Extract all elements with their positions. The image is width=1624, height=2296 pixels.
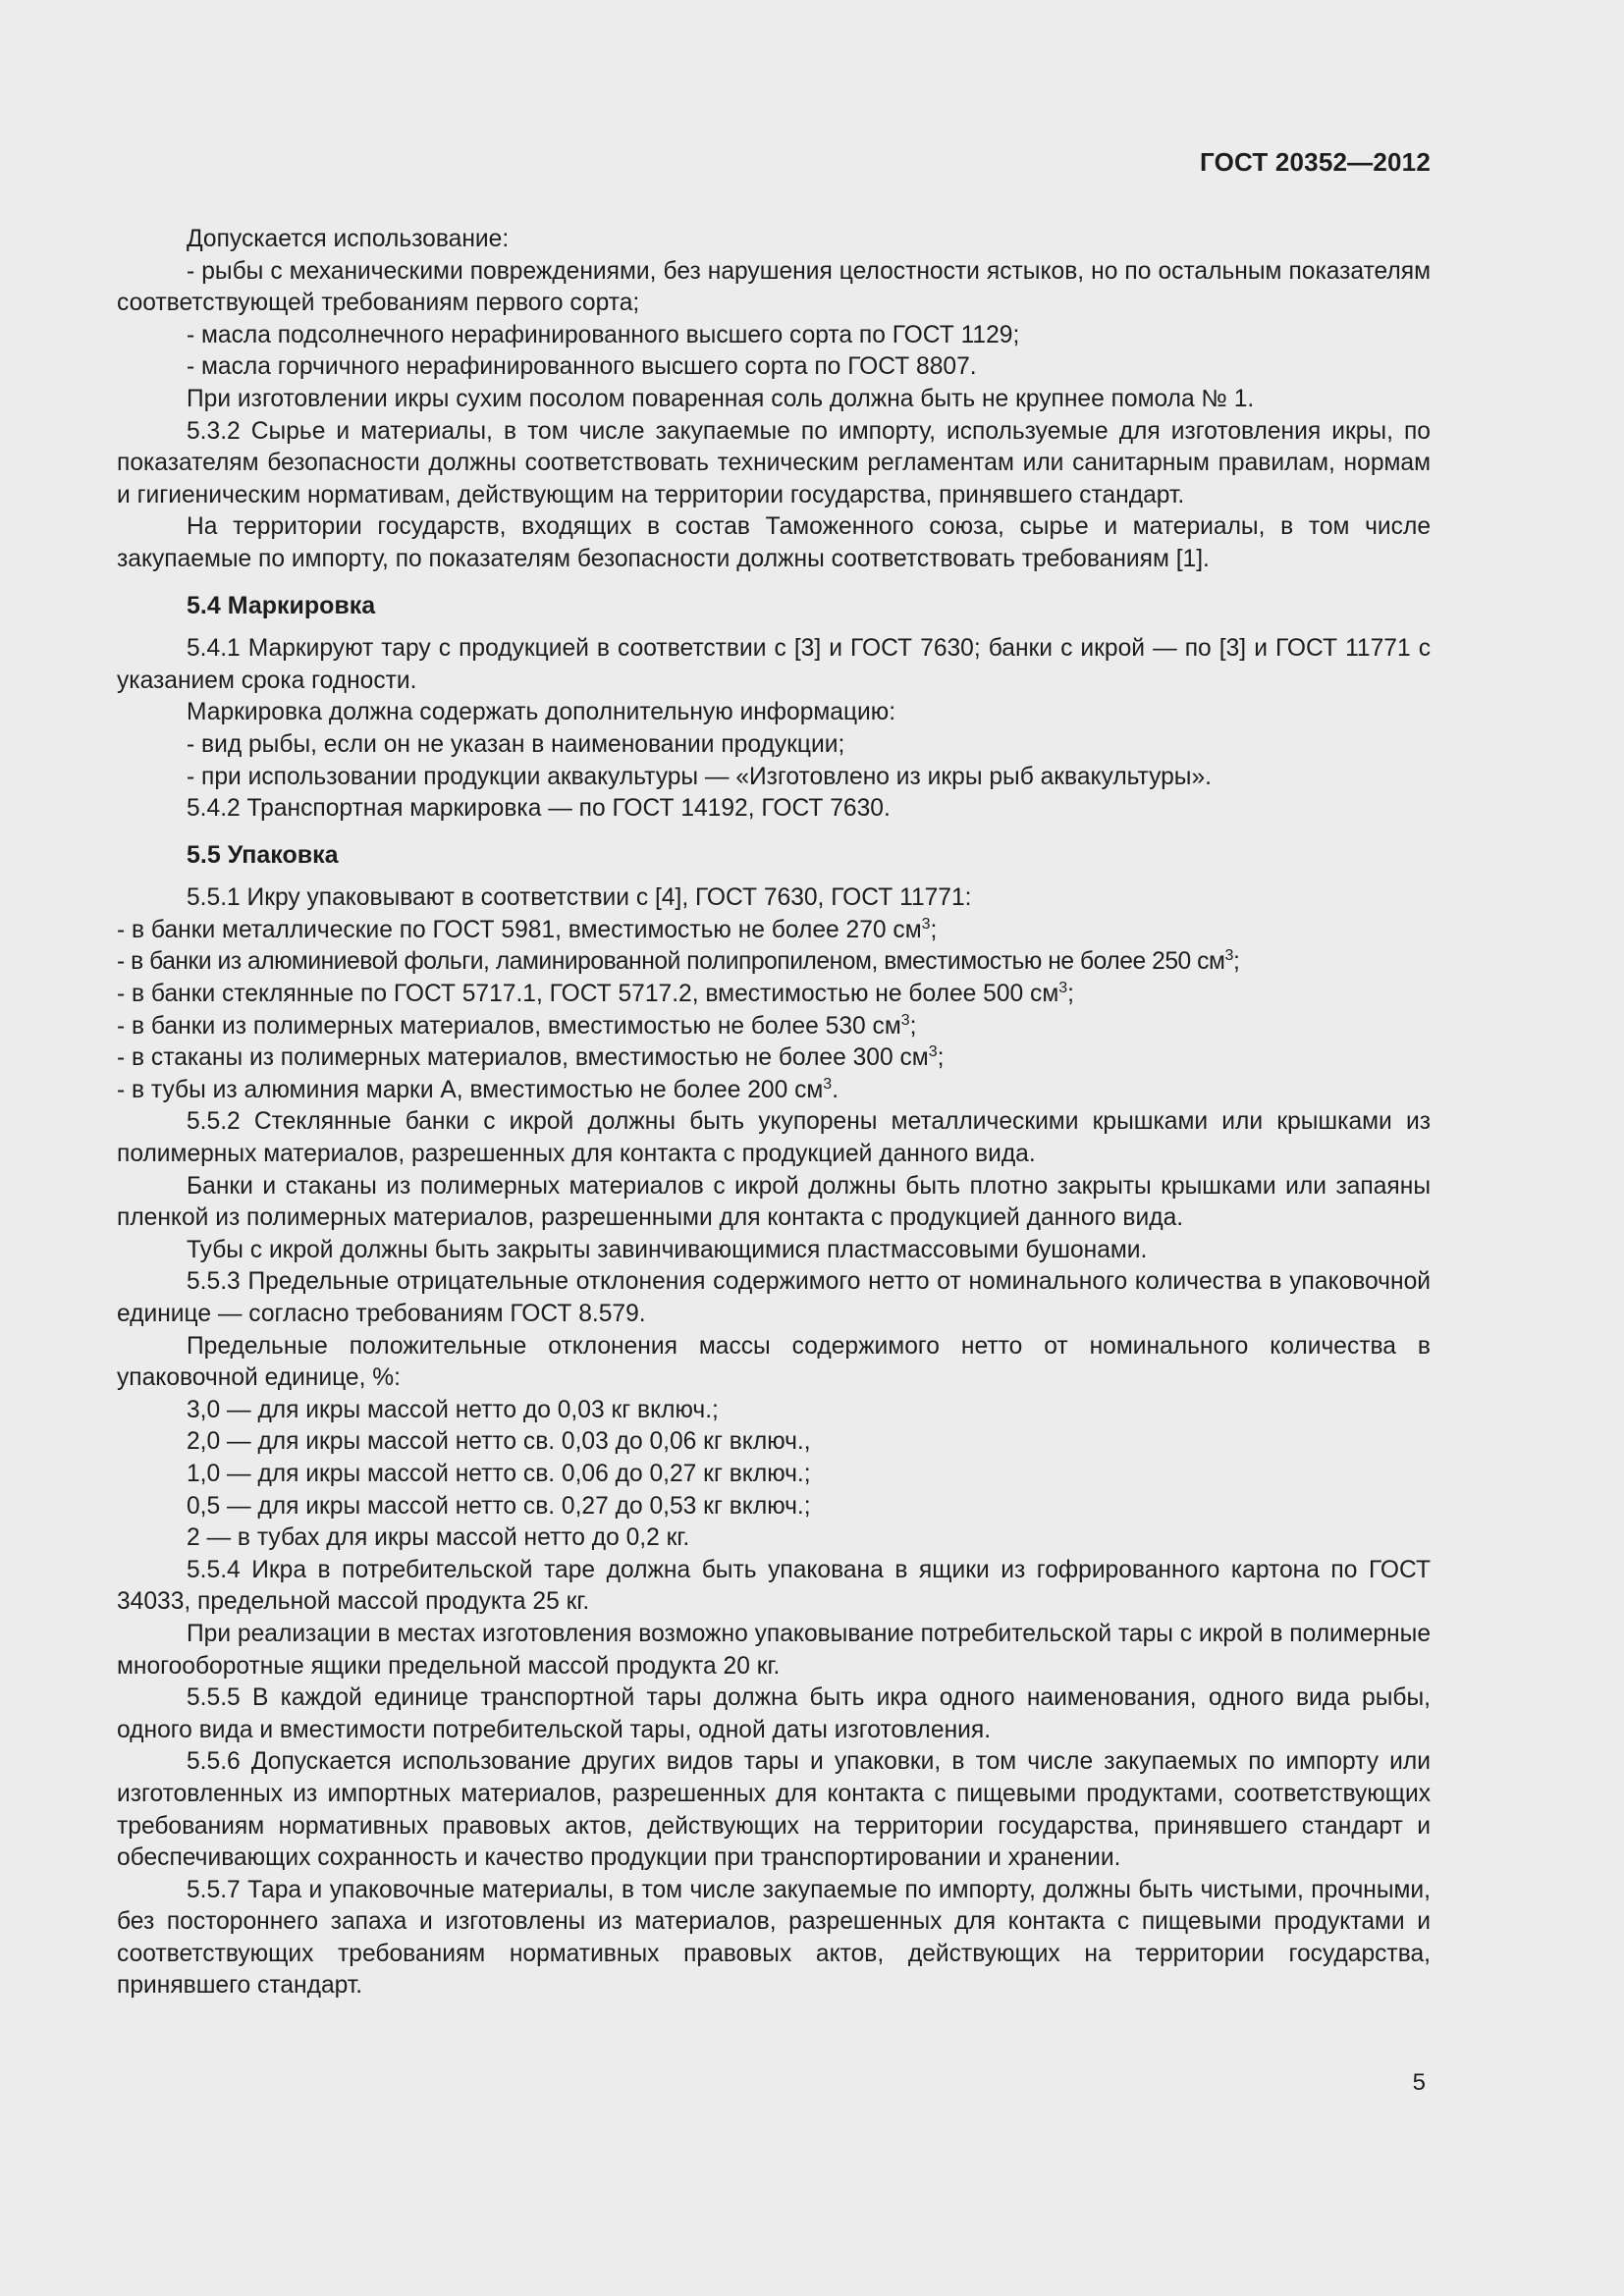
paragraph: На территории государств, входящих в состав Таможенного союза, сырье и материалы, в том числе закупаемые по импорту, по показателям безопасности должны соответствовать требованиям [1]. xyxy=(117,513,1431,572)
paragraph: 5.4.2 Транспортная маркировка — по ГОСТ 14192, ГОСТ 7630. xyxy=(187,795,891,823)
tolerance-item: 2,0 — для икры массой нетто св. 0,03 до 0,06 кг включ., xyxy=(187,1428,811,1456)
paragraph: Банки и стаканы из полимерных материалов с икрой должны быть плотно закрыты крышками или запаяны пленкой из полимерных материалов, разрешенными для контакта с продукцией данного вида. xyxy=(117,1172,1431,1232)
list-item: - в банки стеклянные по ГОСТ 5717.1, ГОСТ 5717.2, вместимостью не более 500 $см^3$; xyxy=(117,980,1074,1008)
paragraph: 5.3.2 Сырье и материалы, в том числе закупаемые по импорту, используемые для изготовления икры, по показателям безопасности должны соответствовать техническим регламентам или санитарным правилам, нормам и гигиеническим нормативам, действующим на территории государства, принявшего стандарт. xyxy=(117,417,1431,508)
paragraph: 5.5.5 В каждой единице транспортной тары должна быть икра одного наименования, одного вида рыбы, одного вида и вместимости потребительской тары, одной даты изготовления. xyxy=(117,1684,1431,1743)
list-item: - в тубы из алюминия марки А, вместимостью не более 200 $см^3$. xyxy=(117,1075,839,1103)
paragraph: - вид рыбы, если он не указан в наименовании продукции; xyxy=(187,730,845,758)
paragraph: Тубы с икрой должны быть закрыты завинчивающимися пластмассовыми бушонами. xyxy=(187,1236,1148,1263)
paragraph: 5.5.4 Икра в потребительской таре должна быть упакована в ящики из гофрированного картона по ГОСТ 34033, предельной массой продукта 25 кг. xyxy=(117,1556,1431,1616)
document-body xyxy=(117,224,1431,2002)
paragraph: - рыбы с механическими повреждениями, без нарушения целостности ястыков, но по остальным показателям соответствующей требованиям первого сорта; xyxy=(117,257,1431,317)
paragraph: Маркировка должна содержать дополнительную информацию: xyxy=(187,699,896,726)
section-heading-packaging: 5.5 Упаковка xyxy=(187,840,339,869)
paragraph: 5.5.2 Стеклянные банки с икрой должны быть укупорены металлическими крышками или крышками из полимерных материалов, разрешенных для контакта с продукцией данного вида. xyxy=(117,1108,1431,1168)
paragraph: 5.5.1 Икру упаковывают в соответствии с [4], ГОСТ 7630, ГОСТ 11771: xyxy=(187,884,972,912)
paragraph: При реализации в местах изготовления возможно упаковывание потребительской тары с икрой в полимерные многооборотные ящики предельной массой продукта 20 кг. xyxy=(117,1620,1431,1680)
list-item: - в банки металлические по ГОСТ 5981, вместимостью не более 270 $см^3$; xyxy=(117,915,938,943)
list-item: - в банки из полимерных материалов, вместимостью не более 530 $см^3$; xyxy=(117,1011,917,1040)
paragraph: 5.5.3 Предельные отрицательные отклонения содержимого нетто от номинального количества в упаковочной единице — согласно требованиям ГОСТ 8.579. xyxy=(117,1268,1431,1327)
paragraph: - масла подсолнечного нерафинированного высшего сорта по ГОСТ 1129; xyxy=(187,321,1020,348)
section-heading-marking: 5.4 Маркировка xyxy=(187,591,376,619)
tolerance-item: 3,0 — для икры массой нетто до 0,03 кг включ.; xyxy=(187,1396,719,1423)
paragraph: 5.5.6 Допускается использование других видов тары и упаковки, в том числе закупаемых по импорту или изготовленных из импортных материалов, разрешенных для контакта с пищевыми продуктами, соответствующих требованиям нормативных правовых актов, действующих на территории государства, принявшего стандарт и обеспечивающих сохранность и качество продукции при транспортировании и хранении. xyxy=(117,1748,1431,1872)
paragraph: Предельные положительные отклонения массы содержимого нетто от номинального количества в упаковочной единице, %: xyxy=(117,1332,1431,1392)
tolerance-item: 1,0 — для икры массой нетто св. 0,06 до 0,27 кг включ.; xyxy=(187,1460,811,1487)
paragraph: 5.4.1 Маркируют тару с продукцией в соответствии с [3] и ГОСТ 7630; банки с икрой — по [3] и ГОСТ 11771 с указанием срока годности. xyxy=(117,635,1431,694)
document-id: ГОСТ 20352—2012 xyxy=(1200,147,1431,177)
tolerance-item: 2 — в тубах для икры массой нетто до 0,2 кг. xyxy=(187,1524,690,1552)
tolerance-item: 0,5 — для икры массой нетто св. 0,27 до 0,53 кг включ.; xyxy=(187,1492,811,1520)
page-number: 5 xyxy=(1412,2069,1426,2096)
paragraph: Допускается использование: xyxy=(187,226,510,252)
list-item: - в стаканы из полимерных материалов, вместимостью не более 300 $см^3$; xyxy=(117,1043,945,1072)
paragraph: При изготовлении икры сухим посолом поваренная соль должна быть не крупнее помола № 1. xyxy=(187,385,1255,412)
list-item: - в банки из алюминиевой фольги, ламинированной полипропиленом, вместимостью не более 250 $см^3$; xyxy=(117,947,1240,976)
paragraph: 5.5.7 Тара и упаковочные материалы, в том числе закупаемые по импорту, должны быть чистыми, прочными, без постороннего запаха и изготовлены из материалов, разрешенных для контакта с пищевыми продуктами и соответствующих требованиям нормативных правовых актов, действующих на территории государства, принявшего стандарт. xyxy=(117,1876,1431,2000)
paragraph: - при использовании продукции аквакультуры — «Изготовлено из икры рыб аквакультуры». xyxy=(187,763,1212,790)
paragraph: - масла горчичного нерафинированного высшего сорта по ГОСТ 8807. xyxy=(187,353,977,381)
